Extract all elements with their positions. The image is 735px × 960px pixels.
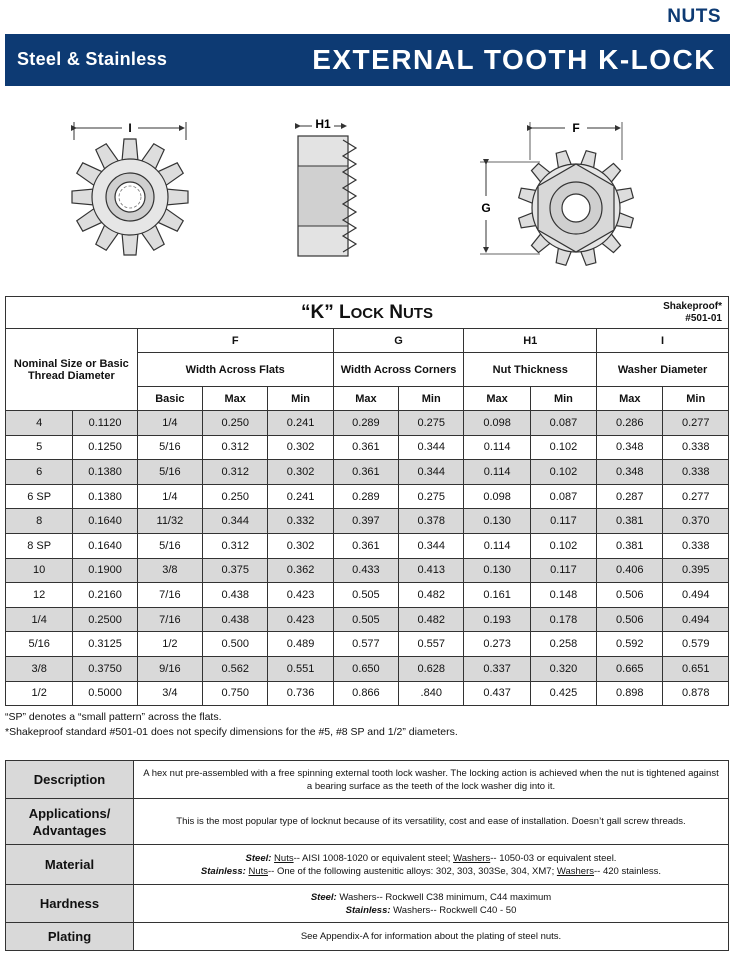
table-cell: 1/4 [6,607,73,632]
table-cell: 0.312 [203,533,268,558]
table-cell: 0.1380 [73,460,137,485]
table-row [6,435,729,460]
table-cell: 0.361 [333,533,398,558]
table-cell: 1/4 [137,411,202,436]
table-cell: 0.866 [333,681,398,706]
table-cell: 0.381 [597,509,663,534]
group-code-i: I [597,329,729,353]
table-cell: 1/2 [6,681,73,706]
table-cell: 0.2160 [73,583,137,608]
table-cell: 0.650 [333,656,398,681]
group-code-g: G [333,329,464,353]
table-cell: 0.102 [530,435,596,460]
table-row [6,681,729,706]
table-row [6,583,729,608]
table-cell: 0.361 [333,460,398,485]
table-cell: 0.1380 [73,484,137,509]
table-cell: 0.665 [597,656,663,681]
table-cell: 0.114 [464,460,530,485]
table-cell: 0.148 [530,583,596,608]
table-row [6,533,729,558]
table-cell: 0.102 [530,460,596,485]
table-cell: 0.161 [464,583,530,608]
table-cell: 0.1250 [73,435,137,460]
table-cell: 0.289 [333,484,398,509]
banner-subtitle: Steel & Stainless [17,49,168,69]
table-cell: 0.378 [399,509,464,534]
table-cell: 0.505 [333,583,398,608]
table-cell: .840 [399,681,464,706]
table-cell: 0.370 [663,509,729,534]
table-row [6,558,729,583]
table-cell: 0.117 [530,509,596,534]
table-row [6,607,729,632]
subheader-max: Max [464,387,530,411]
table-cell: 0.628 [399,656,464,681]
nut-side-view-drawing [298,136,356,256]
nut-bottom-view-drawing [518,150,634,266]
footnote-shakeproof: *Shakeproof standard #501-01 does not specify dimensions for the #5, #8 SP and 1/2” diameters. [5,726,458,738]
table-row [6,460,729,485]
group-code-h1: H1 [464,329,597,353]
table-cell: 0.114 [464,533,530,558]
material-value: Steel: Nuts-- AISI 1008-1020 or equivalent steel; Washers-- 1050-03 or equivalent steel. Stainless: Nuts-- One of the following austenitic alloys: 302, 303, 303Se, 304, XM7; Washers-- 420 stainless. [134,845,729,885]
table-cell: 0.551 [268,656,333,681]
dim-label-h1: H1 [315,117,331,131]
table-cell: 3/4 [137,681,202,706]
table-cell: 0.102 [530,533,596,558]
table-cell: 0.362 [268,558,333,583]
table-cell: 0.344 [399,533,464,558]
table-cell: 0.312 [203,460,268,485]
table-cell: 0.332 [268,509,333,534]
table-cell: 0.302 [268,460,333,485]
table-cell: 0.1640 [73,509,137,534]
table-cell: 6 [6,460,73,485]
subheader-min: Min [268,387,333,411]
plating-value: See Appendix-A for information about the plating of steel nuts. [134,923,729,951]
table-cell: 0.577 [333,632,398,657]
table-cell: 0.3125 [73,632,137,657]
table-cell: 0.361 [333,435,398,460]
table-cell: 0.579 [663,632,729,657]
table-cell: 0.500 [203,632,268,657]
table-row [6,509,729,534]
table-cell: 0.557 [399,632,464,657]
table-cell: 0.505 [333,607,398,632]
table-cell: 0.736 [268,681,333,706]
table-cell: 0.406 [597,558,663,583]
table-cell: 0.348 [597,460,663,485]
table-cell: 5/16 [137,460,202,485]
table-cell: 10 [6,558,73,583]
table-row [6,656,729,681]
title-banner [5,34,730,86]
material-label: Material [6,845,134,885]
table-cell: 5/16 [137,435,202,460]
table-cell: 8 SP [6,533,73,558]
table-cell: 0.1640 [73,533,137,558]
nut-drawings [0,100,735,280]
table-cell: 0.337 [464,656,530,681]
subheader-max: Max [597,387,663,411]
table-cell: 0.344 [399,460,464,485]
table-cell: 0.287 [597,484,663,509]
table-cell: 11/32 [137,509,202,534]
table-cell: 0.193 [464,607,530,632]
info-table [5,760,729,951]
subheader-min: Min [663,387,729,411]
table-cell: 0.750 [203,681,268,706]
footnotes [5,710,458,740]
table-cell: 0.898 [597,681,663,706]
table-cell: 0.482 [399,583,464,608]
group-name-g: Width Across Corners [333,353,464,387]
table-cell: 0.338 [663,460,729,485]
table-cell: 3/8 [137,558,202,583]
dim-label-i: I [128,121,132,135]
table-cell: 0.130 [464,558,530,583]
table-cell: 3/8 [6,656,73,681]
table-cell: 0.395 [663,558,729,583]
table-cell: 0.344 [203,509,268,534]
table-cell: 0.117 [530,558,596,583]
subheader-basic: Basic [137,387,202,411]
table-cell: 0.348 [597,435,663,460]
washer-top-view-drawing [72,139,188,255]
subheader-min: Min [530,387,596,411]
table-cell: 0.381 [597,533,663,558]
table-cell: 0.277 [663,411,729,436]
dim-label-g: G [481,201,491,215]
dim-label-f: F [572,121,580,135]
table-cell: 0.130 [464,509,530,534]
table-cell: 0.098 [464,484,530,509]
table-cell: 0.375 [203,558,268,583]
table-cell: 0.494 [663,583,729,608]
table-cell: 0.344 [399,435,464,460]
table-cell: 0.312 [203,435,268,460]
footnote-sp: “SP” denotes a “small pattern” across the flats. [5,711,222,723]
table-cell: 0.489 [268,632,333,657]
table-cell: 0.2500 [73,607,137,632]
table-row [6,411,729,436]
table-cell: 0.494 [663,607,729,632]
table-cell: 0.098 [464,411,530,436]
table-row [6,632,729,657]
applications-label: Applications/ Advantages [6,799,134,845]
table-cell: 0.506 [597,583,663,608]
table-cell: 0.250 [203,411,268,436]
table-cell: 0.286 [597,411,663,436]
table-cell: 1/4 [137,484,202,509]
table-cell: 0.5000 [73,681,137,706]
table-cell: 0.277 [663,484,729,509]
table-cell: 0.482 [399,607,464,632]
table-cell: 5/16 [6,632,73,657]
table-cell: 4 [6,411,73,436]
table-cell: 0.087 [530,411,596,436]
table-cell: 0.087 [530,484,596,509]
table-cell: 8 [6,509,73,534]
table-cell: 0.397 [333,509,398,534]
table-cell: 0.178 [530,607,596,632]
table-cell: 0.423 [268,583,333,608]
description-value: A hex nut pre-assembled with a free spinning external tooth lock washer. The locking action is achieved when the nut is tightened against a bearing surface as the teeth of the lock washer dig into it. [134,761,729,799]
description-label: Description [6,761,134,799]
subheader-max: Max [203,387,268,411]
subheader-min: Min [399,387,464,411]
table-cell: 0.241 [268,484,333,509]
shakeproof-note: Shakeproof* #501-01 [663,301,722,324]
table-cell: 0.592 [597,632,663,657]
dimension-table [5,296,729,706]
table-cell: 0.338 [663,533,729,558]
table-cell: 0.302 [268,533,333,558]
table-row [6,484,729,509]
table-cell: 0.258 [530,632,596,657]
table-cell: 12 [6,583,73,608]
dimension-table-body [6,411,729,706]
table-cell: 0.1120 [73,411,137,436]
table-cell: 0.241 [268,411,333,436]
table-cell: 0.3750 [73,656,137,681]
table-cell: 0.423 [268,607,333,632]
table-cell: 0.433 [333,558,398,583]
table-cell: 0.338 [663,435,729,460]
table-cell: 0.250 [203,484,268,509]
table-cell: 5/16 [137,533,202,558]
table-cell: 1/2 [137,632,202,657]
table-cell: 0.275 [399,411,464,436]
hardness-value: Steel: Washers-- Rockwell C38 minimum, C44 maximum Stainless: Washers-- Rockwell C40 - 50 [134,885,729,923]
table-cell: 0.289 [333,411,398,436]
table-cell: 0.651 [663,656,729,681]
table-cell: 0.273 [464,632,530,657]
table-cell: 6 SP [6,484,73,509]
table-cell: 0.413 [399,558,464,583]
table-title: “K” LOCK NUTS Shakeproof* #501-01 [6,297,729,329]
group-name-f: Width Across Flats [137,353,333,387]
table-cell: 0.275 [399,484,464,509]
subheader-max: Max [333,387,398,411]
table-cell: 0.438 [203,607,268,632]
banner-title: EXTERNAL TOOTH K-LOCK [312,44,716,75]
table-cell: 5 [6,435,73,460]
table-cell: 7/16 [137,583,202,608]
table-cell: 0.438 [203,583,268,608]
table-cell: 7/16 [137,607,202,632]
group-name-i: Washer Diameter [597,353,729,387]
table-cell: 0.562 [203,656,268,681]
table-cell: 0.425 [530,681,596,706]
nominal-size-header: Nominal Size or Basic Thread Diameter [6,329,138,411]
category-label: NUTS [667,6,721,27]
table-cell: 0.437 [464,681,530,706]
table-cell: 0.320 [530,656,596,681]
group-name-h1: Nut Thickness [464,353,597,387]
group-code-f: F [137,329,333,353]
table-cell: 0.1900 [73,558,137,583]
applications-value: This is the most popular type of locknut because of its versatility, cost and ease of installation. Doesn’t gall screw threads. [134,799,729,845]
table-cell: 0.302 [268,435,333,460]
table-cell: 0.506 [597,607,663,632]
hardness-label: Hardness [6,885,134,923]
table-cell: 0.878 [663,681,729,706]
table-cell: 9/16 [137,656,202,681]
table-cell: 0.114 [464,435,530,460]
plating-label: Plating [6,923,134,951]
